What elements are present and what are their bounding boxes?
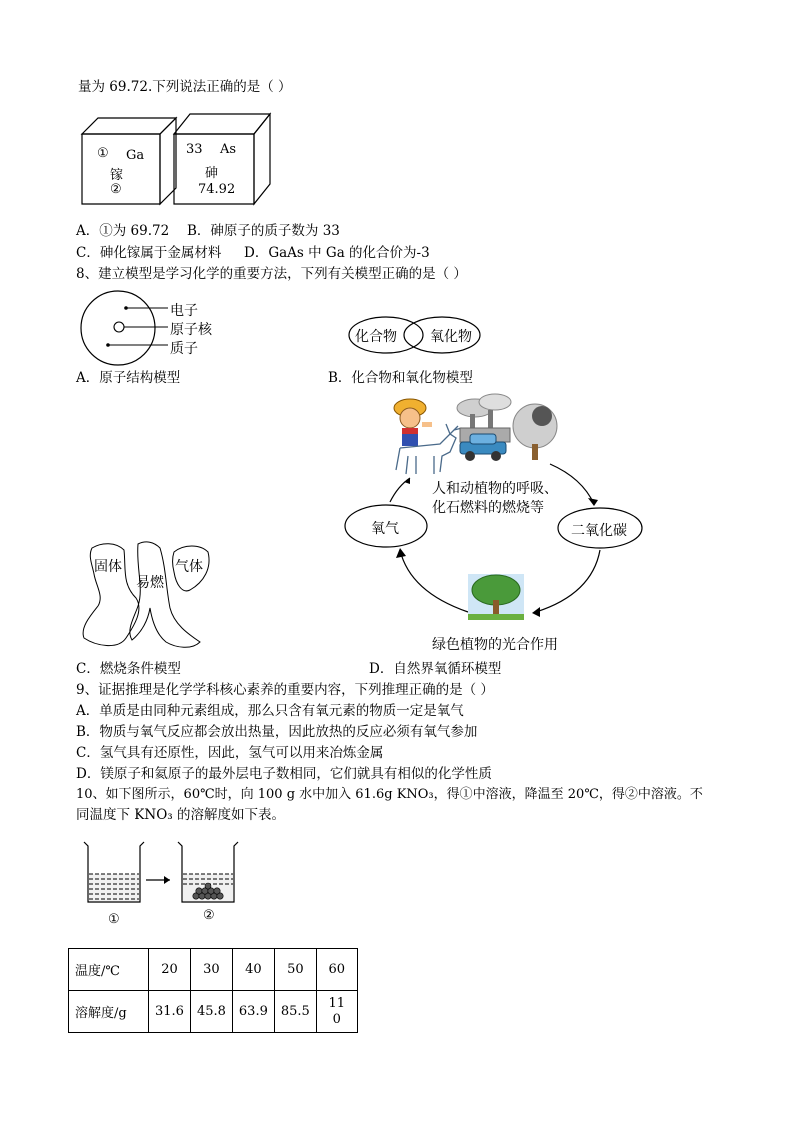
cube-left-symbol: Ga — [126, 148, 145, 163]
fire-flammable-label: 易燃 — [136, 575, 164, 591]
solubility-cell-last — [316, 991, 357, 1033]
cycle-co2-label: 二氧化碳 — [571, 523, 627, 539]
q9-stem: 9、证据推理是化学学科核心素养的重要内容，下列推理正确的是（ ） — [76, 682, 494, 698]
q7-option-c: C．砷化镓属于金属材料 — [76, 245, 222, 261]
atom-model-figure — [78, 290, 178, 370]
venn-left-label: 化合物 — [355, 329, 397, 345]
atom-label-nucleus: 原子核 — [170, 322, 212, 338]
cube-right-number: 33 — [186, 142, 203, 157]
temp-cell: 60 — [316, 949, 357, 991]
temp-cell: 40 — [232, 949, 274, 991]
q9-option-b: B．物质与氧气反应都会放出热量，因此放热的反应必须有氧气参加 — [76, 724, 478, 740]
temp-cell: 30 — [190, 949, 232, 991]
solubility-header: 溶解度/g — [69, 991, 149, 1033]
venn-right-label: 氧化物 — [430, 329, 472, 345]
solubility-cell: 85.5 — [274, 991, 316, 1033]
solubility-table — [68, 948, 358, 1033]
q10-stem-2: 同温度下 KNO₃ 的溶解度如下表。 — [76, 807, 285, 823]
solubility-cell: 45.8 — [190, 991, 232, 1033]
q8-caption-c: C．燃烧条件模型 — [76, 661, 181, 677]
q10-stem-1: 10、如下图所示，60℃时，向 100 g 水中加入 61.6g KNO₃，得①中溶液，降温至 20℃，得②中溶液。不 — [76, 787, 703, 802]
beaker-1-label: ① — [108, 912, 120, 927]
cube-left-circle1: ① — [97, 146, 109, 161]
q7-option-d: D．GaAs 中 Ga 的化合价为-3 — [244, 245, 430, 261]
q7-stem: 量为 69.72.下列说法正确的是（ ） — [78, 79, 292, 95]
beakers-figure — [78, 838, 248, 908]
q8-caption-d: D．自然界氧循环模型 — [369, 661, 502, 677]
atom-label-electron: 电子 — [170, 303, 198, 319]
cycle-top-text-2: 化石燃料的燃烧等 — [432, 500, 544, 516]
solubility-last-line2: 0 — [332, 1011, 341, 1027]
q7-option-a: A．①为 69.72 — [76, 223, 170, 239]
cube-right-symbol: As — [220, 142, 237, 157]
fire-solid-label: 固体 — [94, 559, 122, 575]
cube-right-mass: 74.92 — [198, 182, 236, 197]
cube-left-circle2: ② — [110, 182, 122, 197]
beaker-2-label: ② — [203, 908, 215, 923]
fire-gas-label: 气体 — [175, 559, 203, 575]
cycle-top-text-1: 人和动植物的呼吸、 — [432, 481, 558, 497]
smoky-tree-icon — [513, 404, 557, 460]
q8-caption-b: B．化合物和氧化物模型 — [328, 370, 473, 386]
solubility-last-line1: 11 — [328, 995, 346, 1011]
green-tree-icon — [468, 574, 524, 620]
temp-cell: 20 — [149, 949, 191, 991]
element-cubes-figure — [78, 112, 278, 212]
solubility-cell: 63.9 — [232, 991, 274, 1033]
q8-caption-a: A．原子结构模型 — [76, 370, 181, 386]
q8-stem: 8、建立模型是学习化学的重要方法，下列有关模型正确的是（ ） — [76, 266, 467, 282]
q9-option-a: A．单质是由同种元素组成，那么只含有氧元素的物质一定是氧气 — [76, 703, 464, 719]
atom-label-proton: 质子 — [170, 341, 198, 357]
farmer-icon — [394, 399, 432, 446]
cube-left-name: 镓 — [110, 168, 124, 183]
table-row — [69, 949, 358, 991]
q9-option-d: D．镁原子和氦原子的最外层电子数相同，它们就具有相似的化学性质 — [76, 766, 492, 782]
cycle-photosynthesis-label: 绿色植物的光合作用 — [432, 637, 558, 653]
cycle-oxygen-label: 氧气 — [371, 521, 399, 537]
table-row — [69, 991, 358, 1033]
q7-option-b: B．砷原子的质子数为 33 — [187, 223, 340, 239]
temperature-header: 温度/℃ — [69, 949, 149, 991]
solubility-cell: 31.6 — [149, 991, 191, 1033]
cube-right-name: 砷 — [205, 166, 219, 181]
temp-cell: 50 — [274, 949, 316, 991]
q9-option-c: C．氢气具有还原性，因此，氢气可以用来冶炼金属 — [76, 745, 384, 761]
